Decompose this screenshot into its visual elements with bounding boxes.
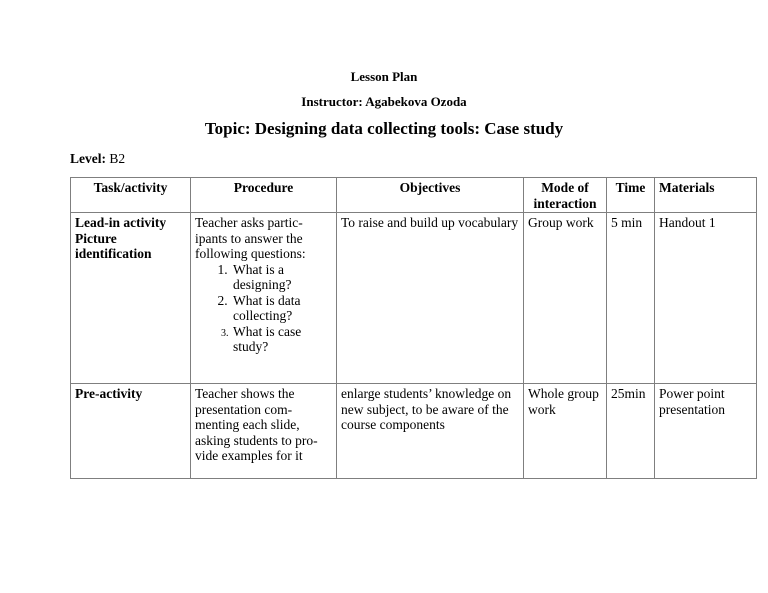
table-row: [71, 384, 757, 479]
level-label: Level:: [70, 151, 106, 166]
list-item: 2. What is data collecting?: [231, 293, 332, 324]
procedure-text: Teacher asks partic-ipants to answer the following questions:: [195, 215, 306, 261]
topic-heading: Topic: Designing data collecting tools: Case study: [204, 119, 564, 138]
task-line: Picture: [75, 230, 117, 246]
mode-cell: Whole group work: [524, 384, 607, 479]
list-item: 1. What is a designing?: [231, 262, 332, 293]
level-line: [70, 151, 125, 167]
mode-cell: Group work: [524, 213, 607, 384]
questions-list: [195, 262, 332, 355]
procedure-cell: [191, 213, 337, 384]
list-item: 3. What is case study?: [231, 324, 332, 355]
time-cell: 25min: [607, 384, 655, 479]
materials-cell: Power point presentation: [655, 384, 757, 479]
objectives-cell: To raise and build up vocabulary: [337, 213, 524, 384]
lesson-plan-table: [70, 177, 757, 479]
column-header: Time: [607, 178, 655, 213]
column-header: Mode of interaction: [524, 178, 607, 213]
task-line: identification: [75, 246, 152, 261]
table-header-row: [71, 178, 757, 213]
column-header: Objectives: [337, 178, 524, 213]
level-value: B2: [109, 151, 126, 166]
task-cell: Pre-activity: [71, 384, 191, 479]
objectives-cell: enlarge students’ knowledge on new subject, to be aware of the course components: [337, 384, 524, 479]
table-row: [71, 213, 757, 384]
column-header: Procedure: [191, 178, 337, 213]
document-title: Lesson Plan: [350, 69, 418, 84]
materials-cell: Handout 1: [655, 213, 757, 384]
time-cell: 5 min: [607, 213, 655, 384]
task-cell: [71, 213, 191, 384]
instructor-line: Instructor: Agabekova Ozoda: [301, 94, 467, 109]
column-header: Task/activity: [71, 178, 191, 213]
column-header: Materials: [655, 178, 757, 213]
procedure-cell: Teacher shows the presentation com-menting each slide, asking students to pro-vide examples for it: [191, 384, 337, 479]
task-line: Lead-in activity: [75, 215, 167, 230]
